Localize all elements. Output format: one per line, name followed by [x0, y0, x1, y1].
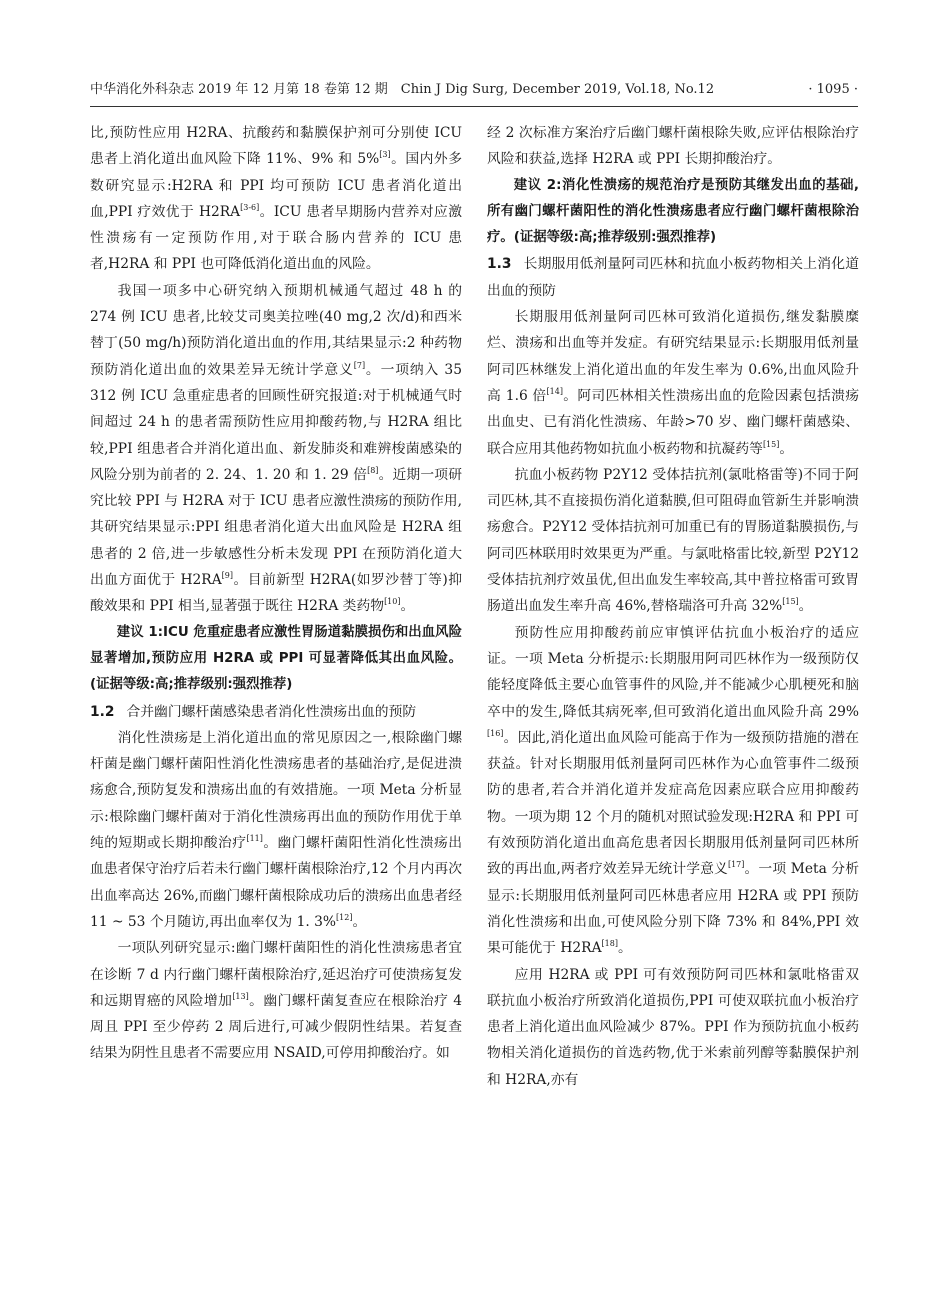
paragraph: 预防性应用抑酸药前应审慎评估抗血小板治疗的适应证。一项 Meta 分析提示:长期服用阿司匹林作为一级预防仅能轻度降低主要心血管事件的风险,并不能减少心肌梗死和脑卒中的发生,降低其病死率,但可致消化道出血风险升高 29%[16]。因此,消化道出血风险可能高于作为一级预防措施的潜在获益。针对长期服用低剂量阿司匹林作为心血管事件二级预防的患者,若合并消化道并发症高危因素应联合应用抑酸药物。一项为期 12 个月的随机对照试验发现:H2RA 和 PPI 可有效预防消化道出血高危患者因长期服用低剂量阿司匹林所致的再出血,两者疗效差异无统计学意义[17]。一项 Meta 分析显示:长期服用低剂量阿司匹林患者应用 H2RA 或 PPI 预防消化性溃疡和出血,可使风险分别下降 73% 和 84%,PPI 效果可能优于 H2RA[18]。	[487, 624, 859, 957]
citation[interactable]: [14]	[546, 386, 563, 396]
citation[interactable]: [8]	[367, 465, 379, 475]
recommendation-1: 建议 1:ICU 危重症患者应激性胃肠道黏膜损伤和出血风险显著增加,预防应用 H2RA 或 PPI 可显著降低其出血风险。(证据等级:高;推荐级别:强烈推荐)	[90, 624, 462, 693]
citation[interactable]: [3-6]	[240, 202, 260, 212]
running-header	[90, 78, 858, 102]
section-title: 长期服用低剂量阿司匹林和抗血小板药物相关上消化道出血的预防	[487, 256, 859, 299]
citation[interactable]: [10]	[384, 597, 401, 607]
citation[interactable]: [11]	[246, 834, 263, 844]
citation[interactable]: [15]	[782, 597, 799, 607]
citation[interactable]: [18]	[601, 939, 618, 949]
left-column	[90, 120, 462, 1290]
paragraph: 一项队列研究显示:幽门螺杆菌阳性的消化性溃疡患者宜在诊断 7 d 内行幽门螺杆菌根除治疗,延迟治疗可使溃疡复发和远期胃癌的风险增加[13]。幽门螺杆菌复查应在根除治疗 4 周且 PPI 至少停药 2 周后进行,可减少假阴性结果。若复查结果为阴性且患者不需要应用 NSAID,可停用抑酸治疗。如	[90, 940, 462, 1062]
paragraph: 我国一项多中心研究纳入预期机械通气超过 48 h 的 274 例 ICU 患者,比较艾司奥美拉唑(40 mg,2 次/d)和西米替丁(50 mg/h)预防消化道出血的作用,其结果显示:2 种药物预防消化道出血的效果差异无统计学意义[7]。一项纳入 35 312 例 ICU 急重症患者的回顾性研究报道:对于机械通气时间超过 24 h 的患者需预防性应用抑酸药物,与 H2RA 组比较,PPI 组患者合并消化道出血、新发肺炎和难辨梭菌感染的风险分别为前者的 2. 24、1. 20 和 1. 29 倍[8]。近期一项研究比较 PPI 与 H2RA 对于 ICU 患者应激性溃疡的预防作用,其研究结果显示:PPI 组患者消化道大出血风险是 H2RA 组患者的 2 倍,进一步敏感性分析未发现 PPI 在预防消化道大出血方面优于 H2RA[9]。目前新型 H2RA(如罗沙替丁等)抑酸效果和 PPI 相当,显著强于既往 H2RA 类药物[10]。	[90, 282, 462, 615]
section-heading-1-2	[90, 699, 462, 725]
paragraph: 长期服用低剂量阿司匹林可致消化道损伤,继发黏膜糜烂、溃疡和出血等并发症。有研究结果显示:长期服用低剂量阿司匹林继发上消化道出血的年发生率为 0.6%,出血风险升高 1.6 倍[14]。阿司匹林相关性溃疡出血的危险因素包括溃疡出血史、已有消化性溃疡、年龄>70 岁、幽门螺杆菌感染、联合应用其他药物如抗血小板药物和抗凝药等[15]。	[487, 309, 859, 457]
recommendation-2: 建议 2:消化性溃疡的规范治疗是预防其继发出血的基础,所有幽门螺杆菌阳性的消化性溃疡患者应行幽门螺杆菌根除治疗。(证据等级:高;推荐级别:强烈推荐)	[487, 177, 859, 246]
section-title: 合并幽门螺杆菌感染患者消化性溃疡出血的预防	[126, 703, 417, 720]
paragraph: 消化性溃疡是上消化道出血的常见原因之一,根除幽门螺杆菌是幽门螺杆菌阳性消化性溃疡患者的基础治疗,是促进溃疡愈合,预防复发和溃疡出血的有效措施。一项 Meta 分析显示:根除幽门螺杆菌对于消化性溃疡再出血的预防作用优于单纯的短期或长期抑酸治疗[11]。幽门螺杆菌阳性消化性溃疡出血患者保守治疗后若未行幽门螺杆菌根除治疗,12 个月内再次出血率高达 26%,而幽门螺杆菌根除成功后的溃疡出血患者经 11 ~ 53 个月随访,再出血率仅为 1. 3%[12]。	[90, 729, 462, 930]
paragraph: 应用 H2RA 或 PPI 可有效预防阿司匹林和氯吡格雷双联抗血小板治疗所致消化道损伤,PPI 可使双联抗血小板治疗患者上消化道出血风险减少 87%。PPI 作为预防抗血小板药物相关消化道损伤的首选药物,优于米索前列醇等黏膜保护剂和 H2RA,亦有	[487, 966, 859, 1088]
citation[interactable]: [15]	[762, 439, 780, 449]
citation[interactable]: [16]	[487, 728, 504, 738]
citation[interactable]: [7]	[353, 360, 366, 370]
page-number: · 1095 ·	[808, 82, 858, 97]
paragraph: 经 2 次标准方案治疗后幽门螺杆菌根除失败,应评估根除治疗风险和获益,选择 H2RA 或 PPI 长期抑酸治疗。	[487, 125, 859, 168]
citation[interactable]: [9]	[221, 571, 233, 581]
citation[interactable]: [12]	[336, 912, 353, 922]
header-rule	[90, 106, 858, 107]
citation[interactable]: [13]	[232, 991, 249, 1001]
citation[interactable]: [17]	[727, 860, 745, 870]
section-number: 1.2	[90, 703, 115, 720]
section-number: 1.3	[487, 256, 512, 273]
paragraph: 比,预防性应用 H2RA、抗酸药和黏膜保护剂可分别使 ICU 患者上消化道出血风险下降 11%、9% 和 5%[3]。国内外多数研究显示:H2RA 和 PPI 均可预防 ICU 患者消化道出血,PPI 疗效优于 H2RA[3-6]。ICU 患者早期肠内营养对应激性溃疡有一定预防作用,对于联合肠内营养的 ICU 患者,H2RA 和 PPI 也可降低消化道出血的风险。	[90, 125, 462, 273]
journal-citation: 中华消化外科杂志 2019 年 12 月第 18 卷第 12 期 Chin J Dig Surg, December 2019, Vol.18, No.12	[90, 82, 715, 97]
right-column	[487, 120, 859, 1290]
section-heading-1-3	[487, 251, 859, 304]
citation[interactable]: [3]	[379, 150, 391, 160]
paragraph: 抗血小板药物 P2Y12 受体拮抗剂(氯吡格雷等)不同于阿司匹林,其不直接损伤消化道黏膜,但可阻碍血管新生并影响溃疡愈合。P2Y12 受体拮抗剂可加重已有的胃肠道黏膜损伤,与阿司匹林联用时效果更为严重。与氯吡格雷比较,新型 P2Y12 受体拮抗剂疗效虽优,但出血发生率较高,其中普拉格雷可致胃肠道出血发生率升高 46%,替格瑞洛可升高 32%[15]。	[487, 466, 859, 615]
